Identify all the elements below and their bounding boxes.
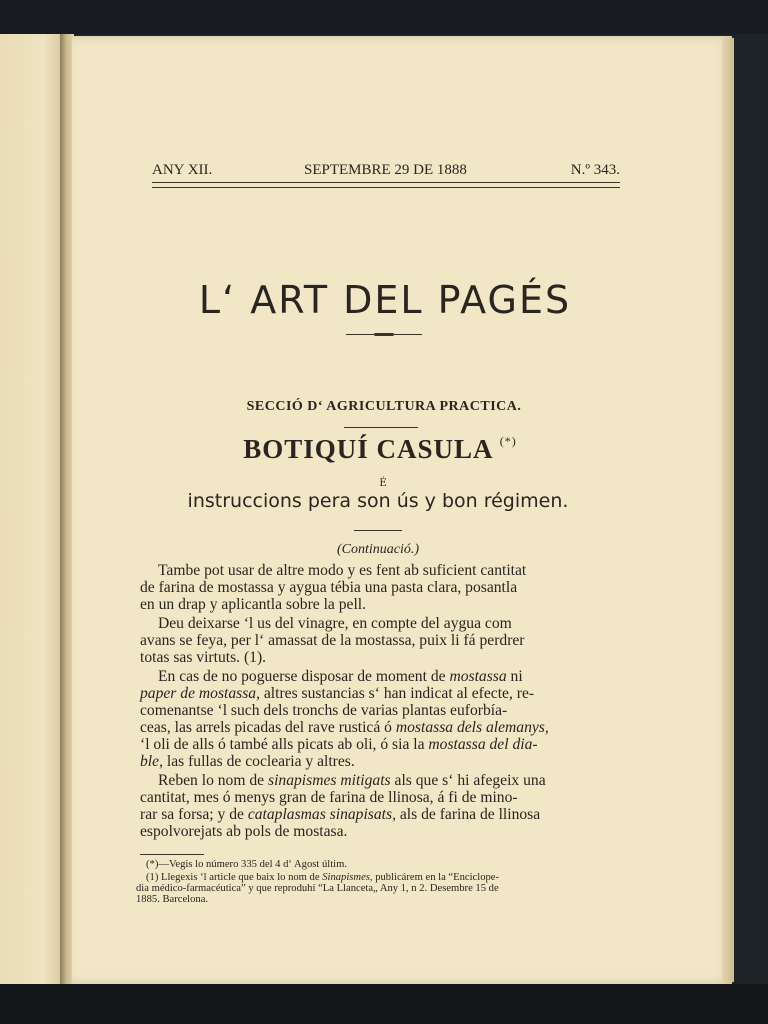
body-line: totas sas virtuts. (1). bbox=[140, 649, 267, 666]
section-rule bbox=[344, 427, 418, 428]
bottom-shadow bbox=[0, 984, 768, 1024]
body-line: Deu deixarse ‘l us del vinagre, en compte del aygua com bbox=[158, 615, 512, 632]
masthead: L‘ ART DEL PAGÉS bbox=[198, 278, 572, 322]
text-run: ceas, las arrels picadas del rave rusticá ó bbox=[140, 719, 396, 736]
ornament-divider bbox=[346, 333, 422, 337]
text-run: rar sa forsa; y de bbox=[140, 806, 248, 823]
section-heading: SECCIÓ D‘ AGRICULTURA PRACTICA. bbox=[246, 399, 522, 414]
backdrop bbox=[0, 0, 768, 34]
footnote-rule bbox=[140, 854, 204, 855]
text-run: , las fullas de coclearia y altres. bbox=[159, 753, 355, 770]
text-run: En cas de no poguerse disposar de moment de bbox=[158, 668, 450, 685]
title-text: BOTIQUÍ CASULA bbox=[243, 434, 493, 464]
text-run: Reben lo nom de bbox=[158, 772, 269, 789]
body-line: de farina de mostassa y aygua tébia una pasta clara, posantla bbox=[140, 579, 518, 596]
text-run: , altres sustancias s‘ han indicat al efecte, re- bbox=[256, 685, 535, 702]
italic-run: cataplasmas sinapisats, bbox=[247, 806, 396, 823]
body-line: en un drap y aplicantla sobre la pell. bbox=[140, 596, 367, 613]
footnote: (*)—Vegis lo número 335 del 4 d‘ Agost últim. bbox=[146, 859, 347, 870]
italic-run: mostassa del dia- bbox=[428, 736, 538, 753]
body-line bbox=[140, 685, 534, 702]
article-subtitle: instruccions pera son ús y bon régimen. bbox=[187, 490, 569, 512]
italic-run: Sinapismes bbox=[322, 872, 370, 883]
title-footnote-mark: (*) bbox=[499, 434, 517, 448]
page-edge bbox=[722, 38, 734, 982]
italic-run: ble bbox=[140, 753, 160, 770]
italic-run: paper de mostassa bbox=[140, 685, 257, 702]
body-line bbox=[158, 668, 523, 685]
issue-date: SEPTEMBRE 29 DE 1888 bbox=[304, 162, 467, 178]
italic-run: mostassa dels alemanys, bbox=[395, 719, 549, 736]
italic-run: sinapismes mitigats bbox=[268, 772, 391, 789]
body-line bbox=[140, 719, 549, 736]
footnote: 1885. Barcelona. bbox=[136, 894, 209, 905]
header-rule bbox=[152, 182, 620, 188]
left-page bbox=[0, 34, 62, 984]
body-line: Tambe pot usar de altre modo y es fent ab suficient cantitat bbox=[158, 562, 527, 579]
issue-number: N.º 343. bbox=[570, 162, 620, 178]
subtitle-rule bbox=[354, 530, 402, 531]
issue-year: ANY XII. bbox=[152, 162, 213, 178]
text-run: ‘l oli de alls ó també alls picats ab oli, ó sia la bbox=[140, 736, 429, 753]
footnote: dia médico-farmacéutica” y que reproduhí “La Llanceta„ Any 1, n 2. Desembre 15 de bbox=[136, 883, 499, 894]
italic-run: mostassa bbox=[449, 668, 507, 685]
text-run: als de farina de llinosa bbox=[395, 806, 541, 823]
body-line: comenantse ‘l such dels tronchs de varias plantas euforbía- bbox=[140, 702, 508, 719]
connector-letter: É bbox=[379, 478, 387, 489]
text-run: (1) Llegexis ‘l article que baix lo nom de bbox=[146, 872, 323, 883]
body-line: espolvorejats ab pols de mostasa. bbox=[140, 823, 348, 840]
body-line bbox=[158, 772, 546, 789]
body-line bbox=[140, 736, 538, 753]
body-line bbox=[140, 753, 355, 770]
body-line: avans se feya, per l‘ amassat de la mostassa, puix li fá perdrer bbox=[140, 632, 525, 649]
continuation-note: (Continuació.) bbox=[336, 542, 420, 557]
article-title bbox=[180, 434, 580, 465]
body-line bbox=[140, 806, 540, 823]
text-run: ni bbox=[506, 668, 523, 685]
text-run: , publicárem en la “Enciclope- bbox=[369, 872, 500, 883]
body-line: cantitat, mes ó menys gran de farina de llinosa, á fi de mino- bbox=[140, 789, 518, 806]
text-run: als que s‘ hi afegeix una bbox=[390, 772, 546, 789]
